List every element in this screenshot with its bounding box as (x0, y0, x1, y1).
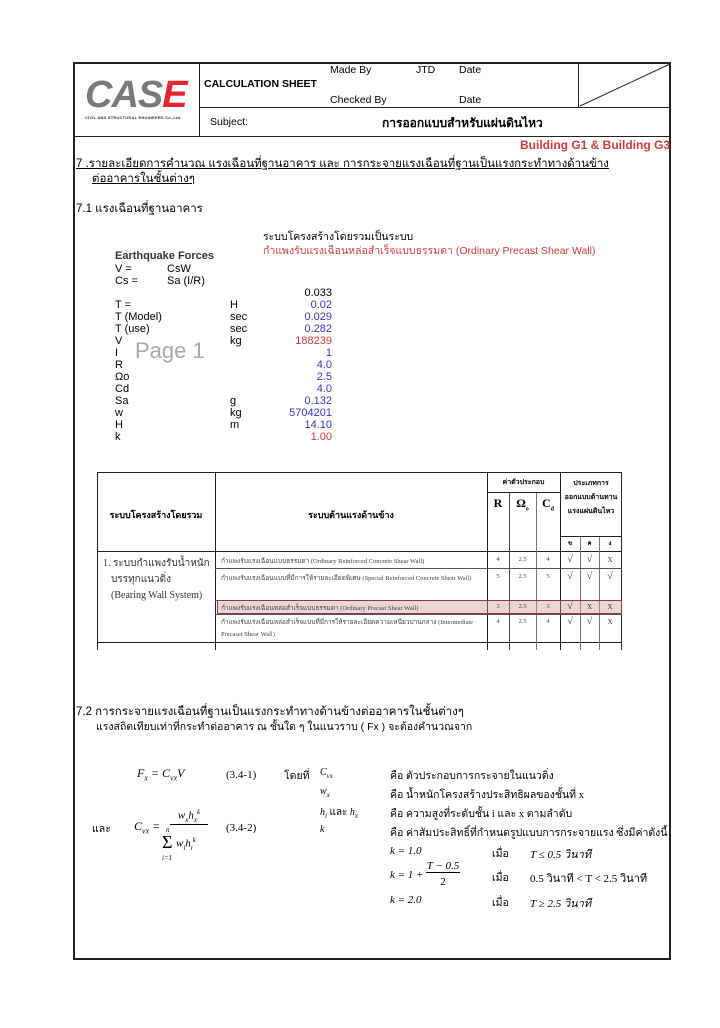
def-symbol-wx: $w_x$ (320, 786, 330, 799)
eq-row-weight: w 5704201 kg (115, 407, 332, 419)
k-case-3-condition: T ≥ 2.5 วินาที (530, 898, 592, 910)
header-category-d: ง (608, 541, 612, 547)
page-watermark: Page 1 (135, 338, 205, 363)
k-case-1-condition: T ≤ 0.5 วินาที (530, 849, 592, 861)
k-case-2-denominator: 2 (440, 876, 446, 888)
eq-row-r: R 4.0 (115, 359, 332, 371)
company-logo (85, 76, 190, 122)
header-omega: $\Omega_o$ (516, 496, 529, 513)
row3-cat-b: √ (567, 601, 573, 612)
section-7-2-subtitle: แรงสถิตเทียบเท่าที่กระทำต่ออาคาร ณ ชั้นใด ๆ ในแนวราบ ( Fx ) จะต้องคำนวณจาก (96, 721, 473, 733)
def-symbol-cvx: $C_{vx}$ (320, 767, 333, 780)
row2-r: 5 (496, 573, 500, 580)
structural-system-value: กำแพงรับแรงเฉือนหล่อสำเร็จแบบธรรมดา (Ordinary Precast Shear Wall) (263, 245, 596, 257)
row4-omega: 2.5 (518, 618, 527, 625)
equation-number-2: (3.4-2) (226, 822, 257, 834)
row3-cd: 3 (546, 603, 550, 610)
row4-r: 4 (496, 618, 500, 625)
row2-cat-b: √ (567, 571, 573, 582)
logo-word-main: CAS (85, 74, 163, 116)
checked-by-label: Checked By (330, 94, 387, 106)
logo-word-accent: E (162, 74, 187, 116)
equation-cvx-lhs: $C_{vx}$ = (134, 819, 161, 836)
section-7-title-line1: 7 .รายละเอียดการคำนวณ แรงเฉือนที่ฐานอาคาร และ การกระจายแรงเฉือนที่ฐานเป็นแรงกระทำทางด้านข้าง (76, 158, 609, 170)
logo-divider (199, 62, 200, 137)
header-lateral-system: ระบบต้านแรงด้านข้าง (308, 510, 394, 520)
eq-row-t-model: T (Model) 0.029 sec (115, 311, 332, 323)
row1-omega: 2.5 (518, 556, 527, 563)
eq-row-v: V = CsW (115, 263, 191, 275)
eq-row-importance: I 1 (115, 347, 332, 359)
row3-cat-c: X (586, 603, 593, 611)
subject-label: Subject: (210, 116, 248, 128)
eq-row-cs: Cs = Sa (I/R) (115, 275, 205, 287)
row4-system: กำแพงรับแรงเฉือนหล่อสำเร็จแบบที่มีการให้รายละเอียดความเหนียวปานกลาง (Intermediate Precaset Shear Wall) (221, 619, 474, 638)
row1-cat-c: √ (586, 554, 593, 565)
header-cd: $C_d$ (541, 496, 554, 513)
row1-r: 4 (496, 556, 500, 563)
k-case-2-formula-pre: k = 1 + (390, 869, 424, 881)
earthquake-forces-title: Earthquake Forces (115, 250, 215, 262)
row2-cd: 5 (546, 573, 550, 580)
row1-cd: 4 (546, 556, 550, 563)
eq-row-cd: Cd 4.0 (115, 383, 332, 395)
sheet-title: CALCULATION SHEET (204, 78, 317, 90)
made-by-date-label: Date (459, 64, 482, 76)
signature-slash (578, 62, 671, 108)
header-coefficients: ค่าตัวประกอบ (502, 478, 545, 486)
eq-row-cs-value: 0.033 (304, 287, 332, 299)
row3-system: กำแพงรับแรงเฉือนหล่อสำเร็จแบบธรรมดา (Ordinary Precast Shear Wall) (221, 605, 419, 612)
row2-cat-d: √ (607, 571, 613, 582)
section-7-1-title: 7.1 แรงเฉือนที่ฐานอาคาร (76, 203, 203, 215)
row4-cat-d: X (607, 618, 613, 626)
eq-row-t: T = 0.02 H (115, 299, 332, 311)
logo-tagline: CIVIL AND STRUCTURAL ENGINEERS Co.,Ltd. (85, 115, 182, 120)
k-case-1-formula: k = 1.0 (390, 845, 422, 857)
header-r: R (493, 496, 503, 510)
eq-row-omega: Ωo 2.5 (115, 371, 332, 383)
group-bearing-wall: 1. ระบบกำแพงรับน้ำหนัก บรรทุกแนวดิ่ง (Bearing Wall System) (103, 558, 210, 601)
def-text-k: คือ ค่าสัมประสิทธิ์ที่กำหนดรูปแบบการกระจายแรง ซึ่งมีค่าดังนี้ (390, 828, 668, 839)
row4-cat-c: √ (586, 616, 593, 627)
eq-row-height: H 14.10 m (115, 419, 332, 431)
row1-cat-b: √ (567, 554, 573, 565)
row2-cat-c: √ (586, 571, 593, 582)
k-case-3-when: เมื่อ (492, 898, 509, 909)
row4-cat-b: √ (567, 616, 573, 627)
building-tag: Building G1 & Building G3 (520, 138, 670, 152)
header-category-b: ข (567, 541, 573, 547)
row1-cat-d: X (607, 556, 613, 564)
header-overall-system: ระบบโครงสร้างโดยรวม (109, 510, 203, 520)
section-7-title-line2: ต่ออาคารในชั้นต่างๆ (92, 173, 195, 185)
def-text-cvx: คือ ตัวประกอบการกระจายในแนวดิ่ง (390, 771, 554, 782)
equation-cvx-numerator: $w_xh_x^k$ (170, 808, 208, 825)
and-label: และ (92, 824, 111, 835)
row2-system: กำแพงรับแรงเฉือนแบบที่มีการให้รายละเอียดพิเศษ (Special Reinforced Concrete Shear Wall) (221, 575, 472, 582)
row1-system: กำแพงรับแรงเฉือนแบบธรรมดา (Ordinary Reinforced Concrete Shear Wall) (221, 558, 425, 565)
header-design-category: ประเภทการออกแบบต้านทานแรงแผ่นดินไหว (564, 479, 618, 515)
where-label: โดยที่ (284, 771, 310, 782)
section-7-2-title: 7.2 การกระจายแรงเฉือนที่ฐานเป็นแรงกระทำทางด้านข้างต่ออาคารในชั้นต่างๆ (76, 706, 464, 718)
row4-cd: 4 (546, 618, 550, 625)
k-case-1-when: เมื่อ (492, 849, 509, 860)
made-by-value: JTD (416, 64, 436, 76)
row2-omega: 2.5 (518, 573, 527, 580)
eq-row-sa: Sa 0.132 g (115, 395, 332, 407)
row3-omega: 2.5 (518, 603, 527, 610)
row3-r: 3 (496, 603, 500, 610)
structural-system-label: ระบบโครงสร้างโดยรวมเป็นระบบ (263, 231, 414, 243)
eq-row-k: k 1.00 (115, 431, 332, 443)
subject-value: การออกแบบสำหรับแผ่นดินไหว (382, 116, 543, 130)
header-bottom-divider (73, 136, 671, 137)
header-category-c: ค (587, 541, 592, 547)
eq-row-base-shear: V 188239 kg (115, 335, 332, 347)
def-symbol-k: k (320, 824, 325, 835)
seismic-system-table (97, 472, 622, 650)
checked-by-date-label: Date (459, 94, 482, 106)
equation-number-1: (3.4-1) (226, 769, 257, 781)
k-case-2-when: เมื่อ (492, 873, 509, 884)
k-case-3-formula: k = 2.0 (390, 894, 422, 906)
eq-row-t-use: T (use) 0.282 sec (115, 323, 332, 335)
row3-cat-d: X (607, 603, 613, 611)
def-text-wx: คือ น้ำหนักโครงสร้างประสิทธิผลของชั้นที่ x (390, 790, 584, 801)
k-case-2-numerator: T − 0.5 (426, 860, 460, 872)
def-text-hi-hx: คือ ความสูงที่ระดับชั้น i และ x ตามลำดับ (390, 809, 573, 820)
equation-fx: $F_x = C_{vx}V$ (137, 766, 185, 783)
made-by-label: Made By (330, 64, 372, 76)
k-case-2-condition: 0.5 วินาที < T < 2.5 วินาที (530, 873, 648, 885)
def-symbol-hi-hx: $h_i$ และ $h_x$ (320, 807, 359, 820)
